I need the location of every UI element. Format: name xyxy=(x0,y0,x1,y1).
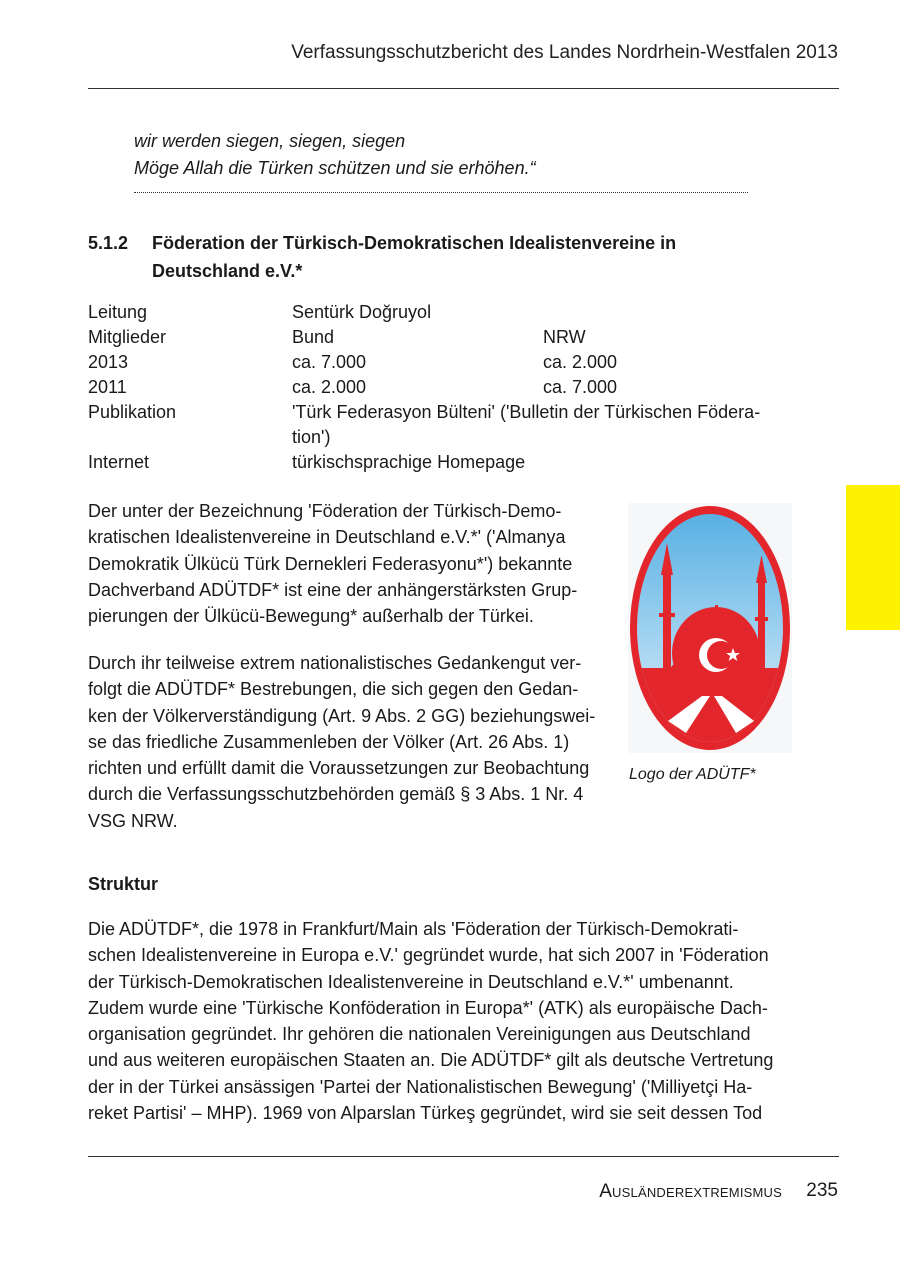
running-header: Verfassungsschutzbericht des Landes Nordrhein-Westfalen 2013 xyxy=(291,42,838,63)
info-value-nrw: ca. 2.000 xyxy=(543,352,618,372)
text-line: kratischen Idealistenvereine in Deutschland e.V.*' ('Almanya xyxy=(88,527,566,548)
chapter-tab-marker xyxy=(846,485,900,630)
adutf-logo-image xyxy=(628,503,792,753)
subheading-struktur: Struktur xyxy=(88,874,159,894)
text-line: Demokratik Ülkücü Türk Dernekleri Federasyonu*') bekannte xyxy=(88,553,573,574)
text-line: pierungen der Ülkücü-Bewegung* außerhalb der Türkei. xyxy=(88,606,534,627)
footer-rule xyxy=(88,1156,839,1157)
info-label: Mitglieder xyxy=(88,327,167,347)
info-row-publikation xyxy=(88,400,808,450)
section-number: 5.1.2 xyxy=(88,233,129,253)
info-value-nrw: ca. 7.000 xyxy=(543,377,618,397)
text-line: der in der Türkei ansässigen 'Partei der Nationalistischen Bewegung' ('Milliyetçi Ha- xyxy=(88,1076,753,1097)
paragraph-ideology xyxy=(88,650,613,834)
info-label: Internet xyxy=(88,452,150,472)
info-row-2011 xyxy=(88,375,808,400)
section-title-line: Föderation der Türkisch-Demokratischen Idealistenvereine in xyxy=(152,233,677,253)
info-value: 'Türk Federasyon Bülteni' ('Bulletin der Türkischen Födera- xyxy=(292,402,761,422)
info-row-internet xyxy=(88,450,808,475)
quote-line: wir werden siegen, siegen, siegen xyxy=(134,131,406,151)
info-row-2013 xyxy=(88,350,808,375)
text-line: reket Partisi' – MHP). 1969 von Alparslan Türkeş gegründet, wird sie seit dessen Tod xyxy=(88,1103,763,1124)
text-line: richten und erfüllt damit die Voraussetzungen zur Beobachtung xyxy=(88,758,590,779)
text-line: VSG NRW. xyxy=(88,810,178,831)
dotted-divider xyxy=(134,192,748,193)
text-line: und aus weiteren europäischen Staaten an. Die ADÜTDF* gilt als deutsche Vertretung xyxy=(88,1050,774,1071)
quote-line: Möge Allah die Türken schützen und sie erhöhen.“ xyxy=(134,158,536,178)
quote-block xyxy=(134,128,536,182)
text-line: schen Idealistenvereine in Europa e.V.' gegründet wurde, hat sich 2007 in 'Föderation xyxy=(88,945,769,966)
info-table xyxy=(88,300,808,475)
text-line: der Türkisch-Demokratischen Idealistenvereine in Deutschland e.V.*' umbenannt. xyxy=(88,971,734,992)
info-value: ca. 2.000 xyxy=(292,377,367,397)
text-line: folgt die ADÜTDF* Bestrebungen, die sich gegen den Gedan- xyxy=(88,679,579,700)
info-row-leitung xyxy=(88,300,808,325)
info-value: Bund xyxy=(292,327,335,347)
footer-section-title: Ausländerextremismus xyxy=(599,1181,782,1202)
info-row-mitglieder xyxy=(88,325,808,350)
text-line: Dachverband ADÜTDF* ist eine der anhängerstärksten Grup- xyxy=(88,579,578,600)
section-title-line: Deutschland e.V.* xyxy=(152,261,303,281)
info-value-continued: tion') xyxy=(292,427,331,447)
info-value-nrw: NRW xyxy=(543,327,586,347)
page-number: 235 xyxy=(806,1180,838,1201)
text-line: Zudem wurde eine 'Türkische Konföderation in Europa*' (ATK) als europäische Dach- xyxy=(88,997,768,1018)
text-line: Die ADÜTDF*, die 1978 in Frankfurt/Main als 'Föderation der Türkisch-Demokrati- xyxy=(88,919,739,939)
header-rule xyxy=(88,88,839,89)
info-value: ca. 7.000 xyxy=(292,352,367,372)
info-label: Publikation xyxy=(88,402,177,422)
text-line: se das friedliche Zusammenleben der Völker (Art. 26 Abs. 1) xyxy=(88,731,570,752)
text-line: Der unter der Bezeichnung 'Föderation der Türkisch-Demo- xyxy=(88,501,562,521)
info-label: 2013 xyxy=(88,352,129,372)
logo-caption: Logo der ADÜTF* xyxy=(629,766,756,783)
text-line: ken der Völkerverständigung (Art. 9 Abs. 2 GG) beziehungswei- xyxy=(88,705,596,726)
info-value: türkischsprachige Homepage xyxy=(292,452,526,472)
info-label: Leitung xyxy=(88,302,148,322)
text-line: Durch ihr teilweise extrem nationalistisches Gedankengut ver- xyxy=(88,653,582,673)
text-line: durch die Verfassungsschutzbehörden gemäß § 3 Abs. 1 Nr. 4 xyxy=(88,784,584,805)
paragraph-structure xyxy=(88,916,798,1126)
section-title xyxy=(152,229,752,285)
info-label: 2011 xyxy=(88,377,127,397)
text-line: organisation gegründet. Ihr gehören die nationalen Vereinigungen aus Deutschland xyxy=(88,1024,751,1045)
info-value: Sentürk Doğruyol xyxy=(292,302,432,322)
paragraph-intro xyxy=(88,498,608,629)
